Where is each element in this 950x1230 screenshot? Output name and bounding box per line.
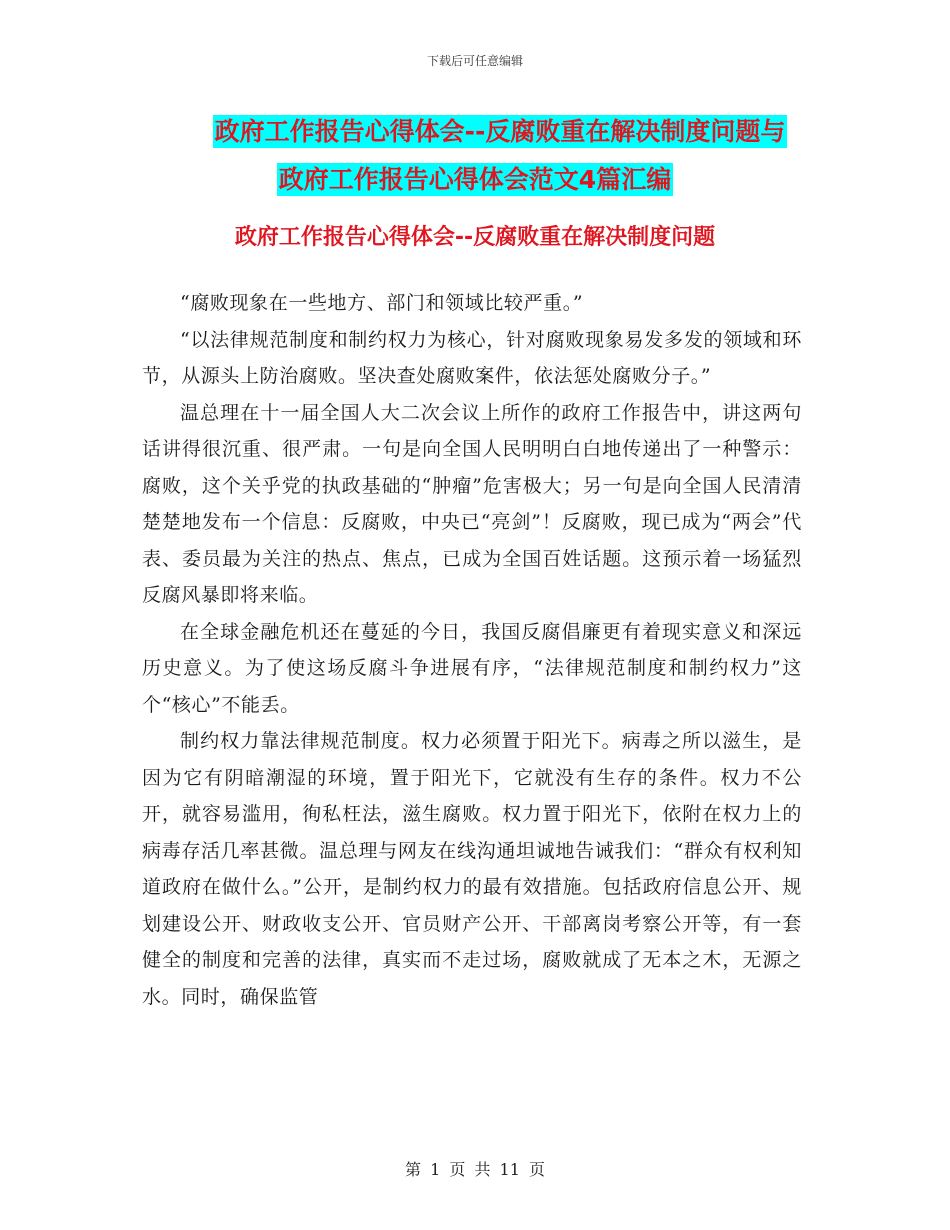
paragraph: 在全球金融危机还在蔓延的今日，我国反腐倡廉更有着现实意义和深远历史意义。为了使这场反腐斗争进展有序，“法律规范制度和制约权力”这个“核心”不能丢。	[142, 620, 802, 716]
title-line-1-text: 政府工作报告心得体会--反腐败重在解决制度问题与	[214, 117, 786, 146]
title-line-2	[0, 156, 950, 204]
page-footer: 第 1 页 共 11 页	[405, 1160, 545, 1179]
paragraph: “腐败现象在一些地方、部门和领域比较严重。”	[180, 292, 584, 314]
body-text	[142, 285, 802, 1015]
paragraph: “以法律规范制度和制约权力为核心，针对腐败现象易发多发的领域和环节，从源头上防治腐败。坚决查处腐败案件，依法惩处腐败分子。”	[142, 328, 802, 387]
paragraph: 制约权力靠法律规范制度。权力必须置于阳光下。病毒之所以滋生，是因为它有阴暗潮湿的环境，置于阳光下，它就没有生存的条件。权力不公开，就容易滥用，徇私枉法，滋生腐败。权力置于阳光下，依附在权力上的病毒存活几率甚微。温总理与网友在线沟通坦诚地告诫我们：“群众有权利知道政府在做什么。”公开，是制约权力的最有效措施。包括政府信息公开、规划建设公开、财政收支公开、官员财产公开、干部离岗考察公开等，有一套健全的制度和完善的法律，真实而不走过场，腐败就成了无本之木，无源之水。同时，确保监管	[142, 730, 802, 1008]
paragraph: 温总理在十一届全国人大二次会议上所作的政府工作报告中，讲这两句话讲得很沉重、很严肃。一句是向全国人民明明白白地传递出了一种警示：腐败，这个关乎党的执政基础的“肿瘤”危害极大；另一句是向全国人民清清楚楚地发布一个信息：反腐败，中央已“亮剑”！反腐败，现已成为“两会”代表、委员最为关注的热点、焦点，已成为全国百姓话题。这预示着一场猛烈反腐风暴即将来临。	[142, 401, 802, 606]
title-line-2-text: 政府工作报告心得体会范文4篇汇编	[278, 165, 672, 194]
title-line-1	[0, 108, 950, 156]
section-title: 政府工作报告心得体会--反腐败重在解决制度问题	[234, 225, 716, 250]
document-title	[0, 108, 950, 204]
header-note: 下载后可任意编辑	[426, 54, 523, 68]
